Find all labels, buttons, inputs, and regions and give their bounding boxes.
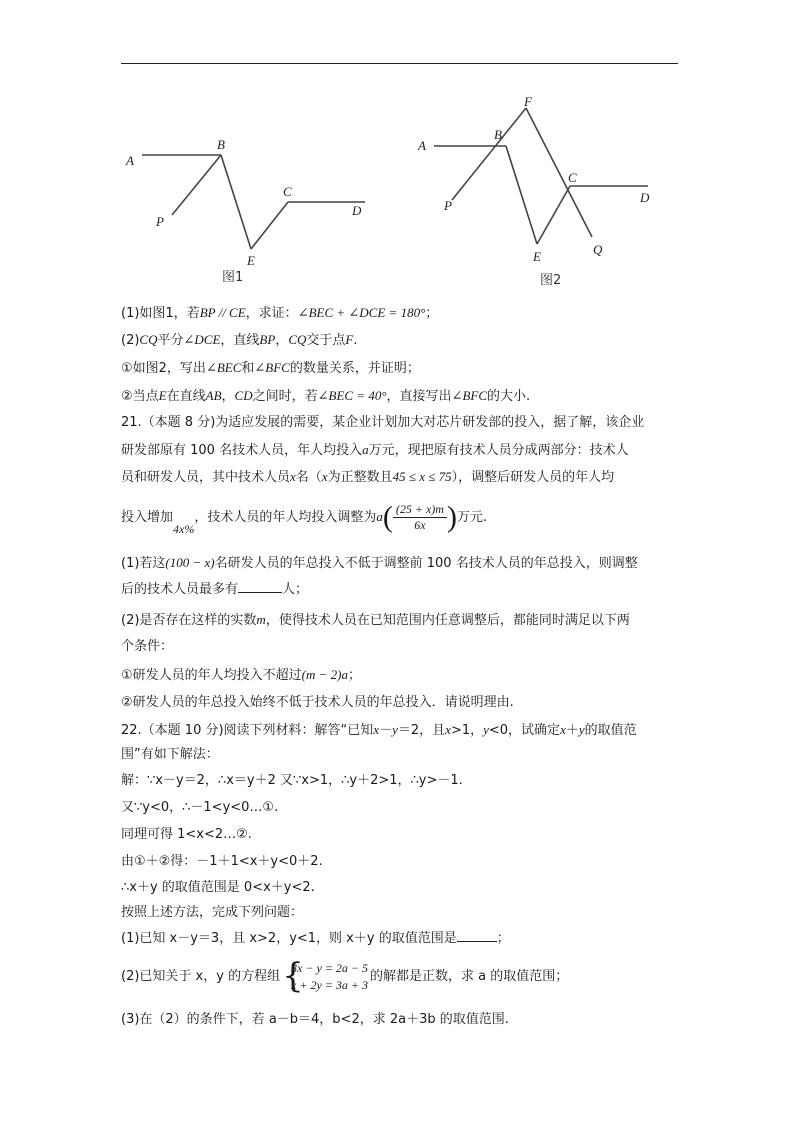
fig2-label-b: B: [494, 127, 502, 142]
fig2-label-d: D: [640, 190, 650, 205]
figure-1-diagram: [118, 133, 378, 293]
q22-part2: (2)已知关于 x，y 的方程组 { 3x − y = 2a − 5 x + 2y = 3a + 3 的解都是正数，求 a 的取值范围；: [121, 955, 569, 996]
figure-2-diagram: [410, 94, 660, 294]
equation-system: { 3x − y = 2a − 5 x + 2y = 3a + 3: [282, 955, 369, 996]
fig1-label-c: C: [283, 184, 292, 199]
q22-solution-1: 解：∵x－y＝2，∴x＝y＋2 又∵x>1，∴y＋2>1，∴y>－1.: [121, 773, 463, 788]
fig2-caption: 图2: [540, 273, 562, 288]
q21-part2: (2)是否存在这样的实数m，使得技术人员在已知范围内任意调整后，都能同时满足以下两: [121, 612, 630, 628]
q22-part3: (3)在（2）的条件下，若 a－b＝4，b<2，求 2a＋3b 的取值范围.: [121, 1012, 509, 1027]
fig1-label-d: D: [352, 203, 362, 218]
q21-line4: 投入增加4x%，技术人员的年人均投入调整为a( $\frac{(25 + x)m}{6x}$ )万元.: [121, 500, 488, 536]
figure-1: [118, 133, 378, 293]
q20-part1: (1)如图1，若BP // CE，求证：∠BEC + ∠DCE = 180°；: [121, 305, 439, 321]
fig1-label-e: E: [247, 253, 255, 268]
fig2-label-q: Q: [593, 242, 603, 257]
figure-2: [410, 94, 660, 294]
q22-solution-5: ∴x＋y 的取值范围是 0<x＋y<2.: [121, 880, 315, 895]
q22-part1: (1)已知 x－y＝3，且 x>2，y<1，则 x＋y 的取值范围是 ；: [121, 931, 510, 946]
q22-line1: 22.（本题 10 分)阅读下列材料：解答“已知x－y＝2，且x>1，y<0，试确定x＋y的取值范: [121, 722, 637, 738]
fig1-label-p: P: [156, 214, 164, 229]
fig2-label-c: C: [568, 170, 577, 185]
q21-part1-line2: 后的技术人员最多有 人；: [121, 582, 309, 597]
q20-sub1: ①如图2，写出∠BEC和∠BFC的数量关系，并证明；: [121, 360, 420, 376]
answer-blank-q22: [457, 929, 497, 942]
q22-solution-4: 由①＋②得：－1＋1<x＋y<0＋2.: [121, 854, 323, 869]
q21-line3: 员和研发人员，其中技术人员x名（x为正整数且45 ≤ x ≤ 75），调整后研发人员的年人均: [121, 469, 615, 485]
answer-blank-q21: [238, 580, 282, 593]
q21-line1: 21.（本题 8 分)为适应发展的需要，某企业计划加大对芯片研发部的投入，据了解，该企业: [121, 415, 645, 430]
q20-part2: (2)CQ平分∠DCE，直线BP，CQ交于点F.: [121, 332, 358, 348]
fig1-label-b: B: [217, 137, 225, 152]
fig1-label-a: A: [126, 153, 134, 168]
q20-sub2: ②当点E在直线AB，CD之间时，若∠BEC = 40°，直接写出∠BFC的大小.: [121, 388, 531, 404]
q22-solution-3: 同理可得 1<x<2…②.: [121, 827, 252, 842]
q22-instruction: 按照上述方法，完成下列问题：: [121, 905, 304, 920]
q21-part2-line2: 个条件：: [121, 639, 174, 654]
q21-line2: 研发部原有 100 名技术人员，年人均投入a万元，现把原有技术人员分成两部分：技术人: [121, 442, 629, 458]
q22-solution-2: 又∵y<0，∴－1<y<0…①.: [121, 800, 279, 815]
q22-line2: 围”有如下解法：: [121, 747, 219, 762]
fig2-label-e: E: [533, 249, 541, 264]
fig1-caption: 图1: [222, 270, 244, 285]
fig2-label-f: F: [524, 94, 532, 109]
q21-part1: (1)若这(100 − x)名研发人员的年总投入不低于调整前 100 名技术人员的年总投入，则调整: [121, 555, 638, 571]
q21-condition2: ②研发人员的年总投入始终不低于技术人员的年总投入．请说明理由.: [121, 695, 514, 710]
q21-condition1: ①研发人员的年人均投入不超过(m − 2)a；: [121, 667, 361, 683]
fig2-label-p: P: [444, 198, 452, 213]
top-rule: [121, 63, 678, 64]
q21-fraction: $\frac{(25 + x)m}{6x}$: [393, 502, 447, 533]
fig2-label-a: A: [418, 138, 426, 153]
q21-increase-rate: 4x%: [173, 522, 195, 536]
